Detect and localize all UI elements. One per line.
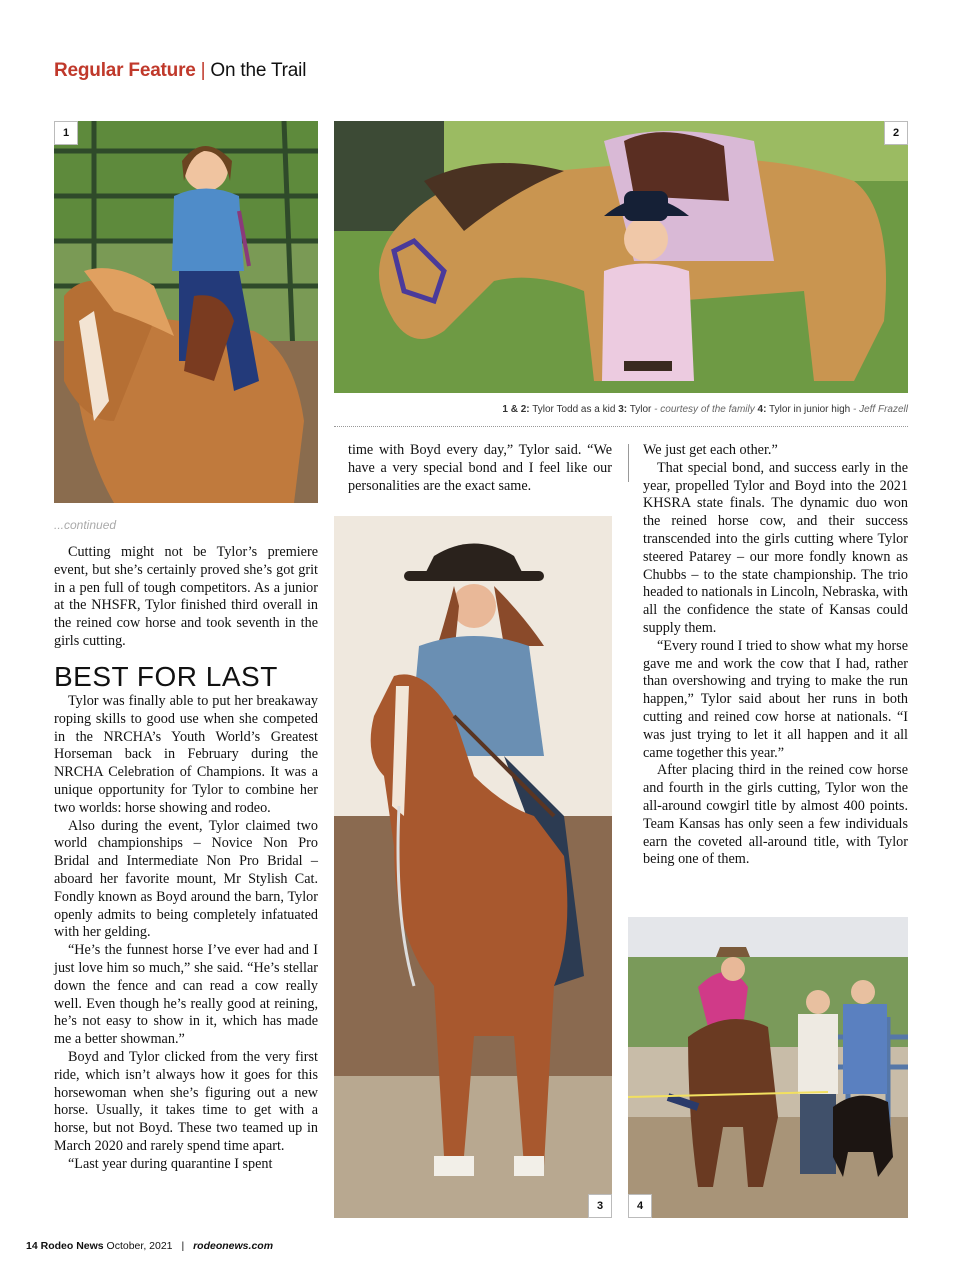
article-column-1b bbox=[54, 693, 318, 1174]
article-paragraph: time with Boyd every day,” Tylor said. “We have a very special bond and I feel like our personalities are the exact same. bbox=[348, 442, 612, 494]
caption-text-3: Tylor bbox=[629, 404, 652, 415]
article-column-2 bbox=[348, 442, 612, 495]
photo-2 bbox=[334, 121, 908, 393]
caption-ref-3: 3: bbox=[618, 404, 628, 415]
column-rule bbox=[628, 444, 629, 482]
article-paragraph: Cutting might not be Tylor’s premiere event, but she’s certainly proved she’s got grit in a pen full of tough competitors. As a junior at the NHSFR, Tylor finished third overall in the reined cow horse and took seventh in the girls cutting. bbox=[54, 544, 318, 649]
photo-1 bbox=[54, 121, 318, 503]
photo-number-2: 2 bbox=[884, 121, 908, 145]
publication-name: Rodeo News bbox=[40, 1240, 104, 1252]
photo-number-3: 3 bbox=[588, 1194, 612, 1218]
page-footer bbox=[26, 1240, 273, 1252]
photo-caption bbox=[334, 404, 908, 415]
article-paragraph: Tylor was finally able to put her breakaway roping skills to good use when she competed in the NRCHA’s Youth World’s Greatest Horseman back in February during the NRCHA Celebration of Champions. It was a unique opportunity for Tylor to combine her two worlds: horse showing and rodeo. bbox=[54, 693, 318, 816]
article-paragraph: We just get each other.” bbox=[643, 442, 778, 458]
article-paragraph: “Last year during quarantine I spent bbox=[68, 1155, 273, 1172]
photo-3 bbox=[334, 516, 612, 1218]
caption-divider bbox=[334, 426, 908, 427]
article-paragraph: “He’s the funnest horse I’ve ever had and I just love him so much,” she said. “He’s stellar down the fence and can read a cow really well. Even though he’s really good at reining, he’s not easy to show in it, which has made me a better showman.” bbox=[54, 942, 318, 1048]
section-heading: BEST FOR LAST bbox=[54, 661, 278, 692]
article-paragraph: That special bond, and success early in the year, propelled Tylor and Boyd into the 2021 KHSRA state finals. The dynamic duo won the reined horse cow, and their success transcended into the girls cutting where Tylor steered Patarey – our more fondly known as Chubbs – to the state championship. The trio headed to nationals in Lincoln, Nebraska, with all the confidence the state of Kansas could supply them. bbox=[643, 459, 908, 636]
photo-number-4: 4 bbox=[628, 1194, 652, 1218]
photo-4 bbox=[628, 917, 908, 1218]
caption-text-12: Tylor Todd as a kid bbox=[532, 404, 616, 415]
caption-ref-12: 1 & 2: bbox=[502, 404, 530, 415]
caption-credit-3: - courtesy of the family bbox=[654, 404, 755, 415]
caption-ref-4: 4: bbox=[757, 404, 767, 415]
article-column-1a bbox=[54, 544, 318, 651]
header-divider: | bbox=[200, 60, 206, 81]
page-number: 14 bbox=[26, 1240, 38, 1252]
article-paragraph: “Every round I tried to show what my horse gave me and work the cow that I had, rather than overshowing and trying to make the run happen,” Tylor said about her runs in both cutting and reined cow horse at nationals. “I was just trying to let it all happen and it all came together this year.” bbox=[643, 637, 908, 761]
article-paragraph: After placing third in the reined cow horse and fourth in the girls cutting, Tylor won the all-around cowgirl title by almost 400 points. Team Kansas has only seen a few individuals earn the coveted all-around title, with Tylor being one of them. bbox=[643, 762, 908, 868]
caption-text-4: Tylor in junior high bbox=[769, 404, 851, 415]
footer-divider: | bbox=[181, 1240, 185, 1252]
section-title: On the Trail bbox=[210, 60, 307, 81]
section-header bbox=[54, 60, 306, 82]
website-link[interactable]: rodeonews.com bbox=[193, 1240, 274, 1252]
feature-label: Regular Feature bbox=[54, 60, 196, 81]
article-paragraph: Also during the event, Tylor claimed two world championships – Novice Non Pro Bridal and Intermediate Non Pro Bridal – aboard her favorite mount, Mr Stylish Cat. Fondly known as Boyd around the barn, Tylor openly admits to being completely infatuated with her gelding. bbox=[54, 817, 318, 941]
caption-credit-4: - Jeff Frazell bbox=[852, 404, 908, 415]
photo-number-1: 1 bbox=[54, 121, 78, 145]
issue-date: October, 2021 bbox=[106, 1240, 173, 1252]
article-column-3 bbox=[643, 442, 908, 869]
article-paragraph: Boyd and Tylor clicked from the very first ride, which isn’t always how it goes for this horsewoman when she’s figuring out a new horse. Usually, it takes time to get with a horse, but not Boyd. These two teamed up in March 2020 and rarely spend time apart. bbox=[54, 1048, 318, 1154]
continued-label: ...continued bbox=[54, 518, 117, 532]
